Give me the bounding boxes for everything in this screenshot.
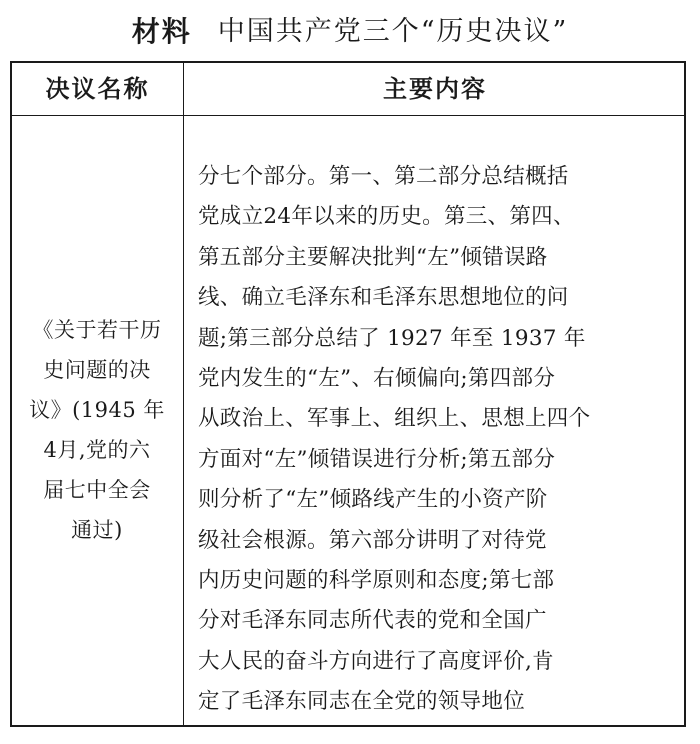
content-line: 线、确立毛泽东和毛泽东思想地位的问 <box>198 285 569 311</box>
resolution-table <box>10 61 686 727</box>
content-line: 大人民的奋斗方向进行了高度评价,肯 <box>198 648 554 674</box>
content-line: 则分析了“左”倾路线产生的小资产阶 <box>198 487 548 513</box>
header-main-content: 主要内容 <box>383 75 487 103</box>
title-text: 中国共产党三个“历史决议” <box>217 16 569 47</box>
title-label: 材料 <box>131 15 192 48</box>
content-line: 第五部分主要解决批判“左”倾错误路 <box>198 244 548 270</box>
resolution-name-line: 4月,党的六 <box>43 438 151 462</box>
content-line: 党内发生的“左”、右倾偏向;第四部分 <box>198 366 556 392</box>
content-line: 定了毛泽东同志在全党的领导地位 <box>198 689 526 715</box>
column-divider <box>183 63 184 725</box>
header-divider <box>12 115 684 116</box>
header-resolution-name: 决议名称 <box>45 75 150 103</box>
content-line: 题;第三部分总结了 1927 年至 1937 年 <box>198 325 586 351</box>
resolution-name-line: 史问题的决 <box>43 358 151 382</box>
resolution-name-line: 届七中全会 <box>43 478 151 502</box>
resolution-name-line: 议》(1945 年 <box>29 398 165 422</box>
resolution-name-cell <box>14 310 180 550</box>
content-line: 内历史问题的科学原则和态度;第七部 <box>198 568 555 594</box>
content-line: 分对毛泽东同志所代表的党和全国广 <box>198 608 547 634</box>
main-content-cell <box>198 157 678 723</box>
material-title <box>0 8 700 56</box>
content-line: 分七个部分。第一、第二部分总结概括 <box>198 164 569 189</box>
content-line: 党成立24年以来的历史。第三、第四、 <box>198 204 575 230</box>
content-line: 级社会根源。第六部分讲明了对待党 <box>198 527 547 553</box>
content-line: 从政治上、军事上、组织上、思想上四个 <box>198 406 591 432</box>
content-line: 方面对“左”倾错误进行分析;第五部分 <box>198 446 556 472</box>
resolution-name-line: 通过) <box>71 518 123 542</box>
resolution-name-line: 《关于若干历 <box>32 318 162 342</box>
